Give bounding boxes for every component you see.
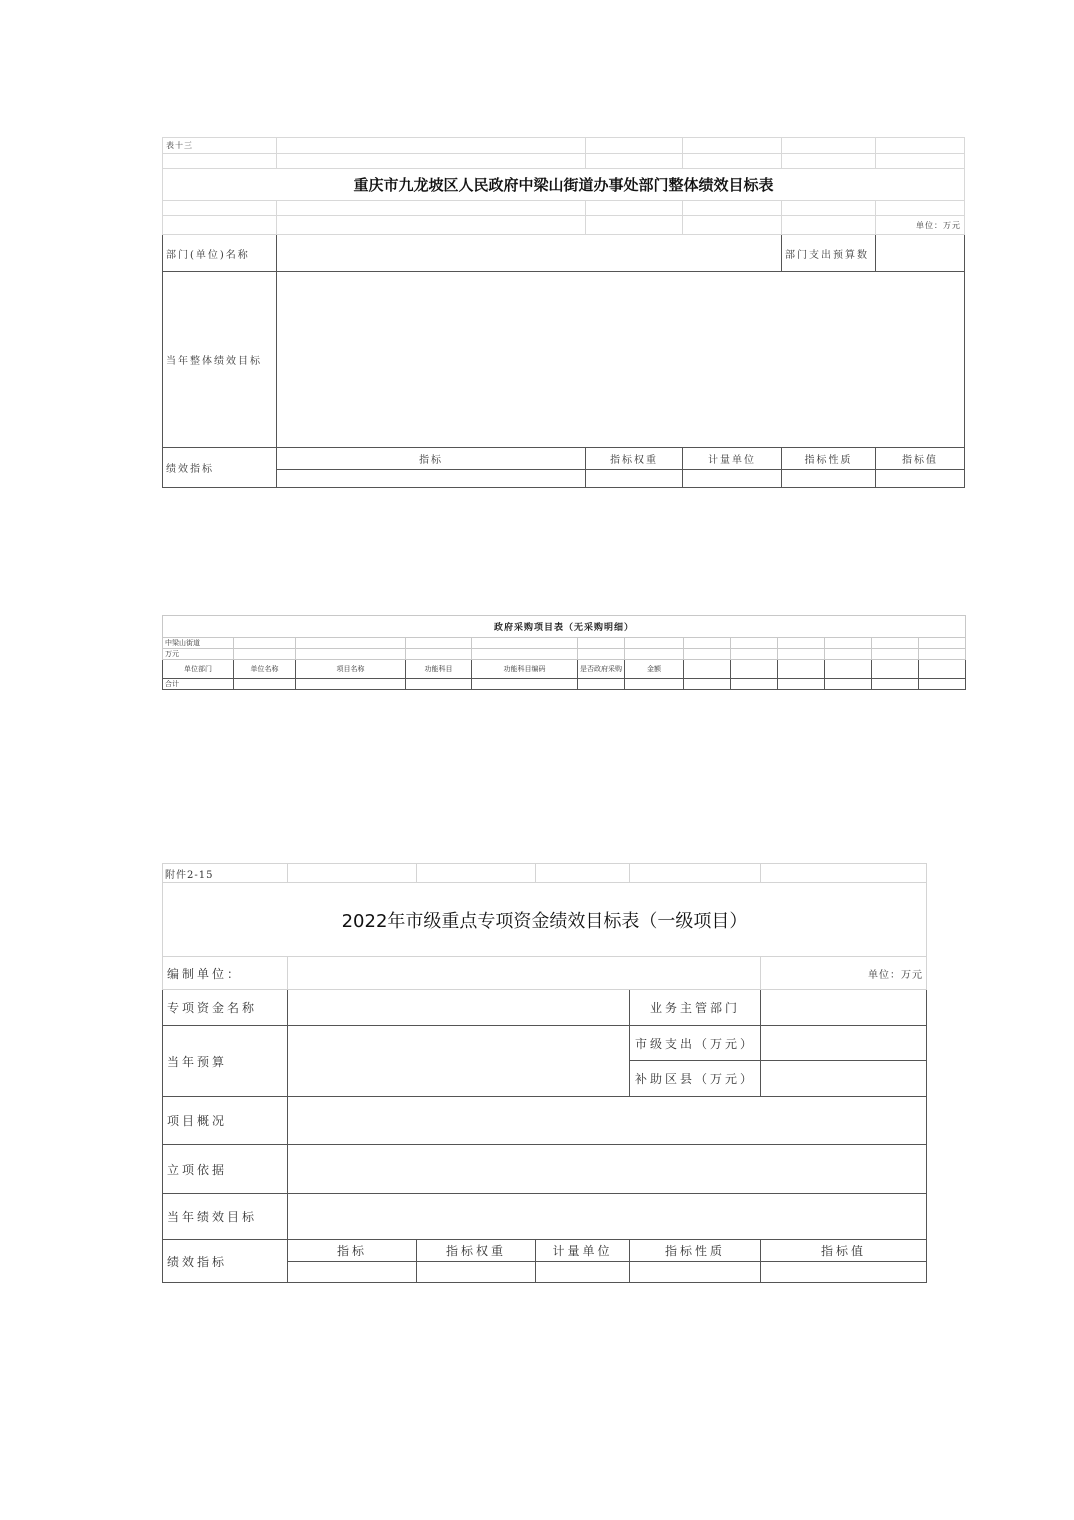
col-function-code: 功能科目编码 xyxy=(472,660,578,679)
col-function: 功能科目 xyxy=(406,660,472,679)
fund-name-label: 专项资金名称 xyxy=(163,990,288,1026)
overview-label: 项目概况 xyxy=(163,1097,288,1145)
attachment-label: 附件2-15 xyxy=(163,864,288,883)
dept-performance-table xyxy=(162,137,965,488)
annual-budget-label: 当年预算 xyxy=(163,1026,288,1097)
org-label: 编制单位： xyxy=(163,957,288,990)
col-project-name: 项目名称 xyxy=(296,660,406,679)
col-nature: 指标性质 xyxy=(782,448,876,470)
col-value: 指标值 xyxy=(761,1240,927,1262)
dept-name-label: 部门(单位)名称 xyxy=(163,235,277,272)
attachment-title: 2022年市级重点专项资金绩效目标表（一级项目） xyxy=(163,883,927,957)
table-label: 表十三 xyxy=(163,138,277,154)
table-title: 重庆市九龙坡区人民政府中梁山街道办事处部门整体绩效目标表 xyxy=(163,169,965,201)
authority-label: 业务主管部门 xyxy=(630,990,761,1026)
budget-label: 部门支出预算数 xyxy=(782,235,876,272)
indicators-label: 绩效指标 xyxy=(163,1240,288,1283)
col-unit-name: 单位名称 xyxy=(234,660,296,679)
col-unit: 计量单位 xyxy=(683,448,782,470)
col-dept: 单位部门 xyxy=(163,660,234,679)
total-label: 合计 xyxy=(163,679,234,690)
annual-goal-label: 当年整体绩效目标 xyxy=(163,272,277,448)
unit-label: 单位：万元 xyxy=(876,216,965,235)
col-amount: 金额 xyxy=(625,660,684,679)
col-unit: 计量单位 xyxy=(536,1240,630,1262)
unit-label: 单位：万元 xyxy=(761,957,927,990)
indicators-label: 绩效指标 xyxy=(163,448,277,488)
currency-row: 万元 xyxy=(163,649,234,660)
city-expense-label: 市级支出（万元） xyxy=(630,1026,761,1061)
procurement-table xyxy=(162,615,966,690)
subsidy-label: 补助区县（万元） xyxy=(630,1061,761,1097)
col-is-procurement: 是否政府采购 xyxy=(578,660,625,679)
dept-name-value xyxy=(277,235,782,272)
col-indicator: 指标 xyxy=(277,448,586,470)
procurement-title: 政府采购项目表（无采购明细） xyxy=(163,616,966,638)
col-nature: 指标性质 xyxy=(630,1240,761,1262)
col-weight: 指标权重 xyxy=(417,1240,536,1262)
unit-row: 中梁山街道 xyxy=(163,638,234,649)
col-weight: 指标权重 xyxy=(586,448,683,470)
annual-goal-label: 当年绩效目标 xyxy=(163,1194,288,1240)
basis-label: 立项依据 xyxy=(163,1145,288,1194)
col-value: 指标值 xyxy=(876,448,965,470)
special-fund-table xyxy=(162,863,927,1283)
budget-value xyxy=(876,235,965,272)
col-indicator: 指标 xyxy=(288,1240,417,1262)
annual-goal-value xyxy=(277,272,965,448)
